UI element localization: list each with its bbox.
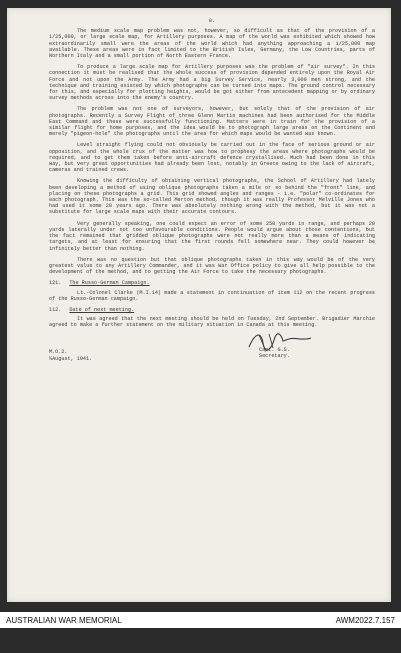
bottom-margin (0, 628, 401, 653)
typed-text-body (49, 18, 375, 369)
archive-reference: AWM2022.7.157 (335, 615, 395, 625)
signatory-rank: Capt. G.S. (259, 346, 290, 353)
agenda-item-heading (49, 280, 375, 286)
item-title: Date of next meeting. (69, 306, 135, 313)
paragraph: Level straight flying could not obviously be carried out in the face of serious ground or air opposition, and the whole crux of the matter was how to prophesy the areas where photographs would be required, and to get them taken before anti-aircraft defence crystallised. Much had been done in this way, but very great opportunities had already been lost, notably in Greece owing to the lack of aircraft, cameras and trained crews. (49, 142, 375, 174)
item-title: The Russo-German Campaign. (69, 280, 150, 287)
paragraph: Knowing the difficulty of obtaining vertical photographs, the School of Artillery had lately been developing a method of using oblique photographs taken a mile or so behind the "front" line, and placing on these photographs a grid. This grid showed angles and ranges - i.e. "polar" co-ordinates for each photograph. This was the so-called Merton method, though it was really Professor Melville Jones who had used it some 20 years ago. There was absolutely nothing wrong with the method, but it was not a substitute for large scale maps with their accurate contours. (49, 178, 375, 216)
item-body: It was agreed that the next meeting should be held on Tuesday, 2nd September. Brigadier Marchie agreed to make a further statement on the military situation in Canada at this meeting. (49, 316, 375, 329)
signatory-title: Secretary. (259, 352, 290, 359)
signatory (259, 347, 290, 359)
paragraph: There was no question but that oblique photographs taken in this way would be of the very greatest value to any Artillery Commander, and it was War Office policy to give all help possible to the development of the method, and to getting the Air Force to take the necessary photographs. (49, 256, 375, 276)
paragraph: Very generally speaking, one could expect an error of some 250 yards in range, and perhaps 20 yards laterally under not too unfavourable conditions. People would argue about those contentions, but the fact remained that gridded oblique photographs were not really more than a means of indicating targets, and at least for ensuring that the first rounds fell somewhere near. They could however be infinitely better than nothing. (49, 220, 375, 252)
agenda-item-heading (49, 307, 375, 313)
item-number: 112. (49, 306, 62, 313)
item-body: Lt.-Colonel Clarke (M.I.14) made a statement in continuation of item 112 on the recent progress of the Russo-German campaign. (49, 289, 375, 302)
item-number: 121. (49, 280, 62, 287)
signature-block (49, 335, 375, 369)
archive-name: AUSTRALIAN WAR MEMORIAL (6, 615, 122, 625)
paragraph: To produce a large scale map for Artillery purposes was the problem of "air survey". In this connection it must be realised that the whole success of provision depended entirely upon the Royal Air Force and not upon the Army. The Army had a big Survey Service, nearly 3,000 men strong, and the technique and training existed by which photographs can be turned into maps. The ground control necessary for this, and especially for plotting heights, would be got either from antecedent mapping or by ordinary survey methods across into the enemy's country. (49, 64, 375, 102)
document-date: ¼August, 1941. (49, 355, 93, 362)
paragraph: The problem was not one of surveyors, however, but solely that of the provision of air photographs. Recently a Survey Flight of three Glenn Martin machines had been authorised for the Middle East Command and these were successfully functioning. Matters were in train for the provision of a similar flight for home purposes, and the idea would be to photograph large areas on the Continent and merely "pigeon-hole" the photographs until the area for which maps would be wanted was known. (49, 106, 375, 138)
reference-code: M.O.2. (49, 348, 68, 355)
archive-footer (0, 612, 401, 628)
paragraph: The medium scale map problem was not, however, so difficult as that of the provision of a 1/25,000, or large scale map, for Artillery purposes. A map of the world was exhibited which showed how extraordinarily small were the areas of the world which had anything approaching a 1/25,000 map available. These areas were in fact limited to the British Isles, Germany, the Low Countries, parts of Northern Italy and a small portion of North Eastern France. (49, 28, 375, 60)
page-number: 8. (208, 18, 216, 24)
document-page (7, 8, 391, 602)
